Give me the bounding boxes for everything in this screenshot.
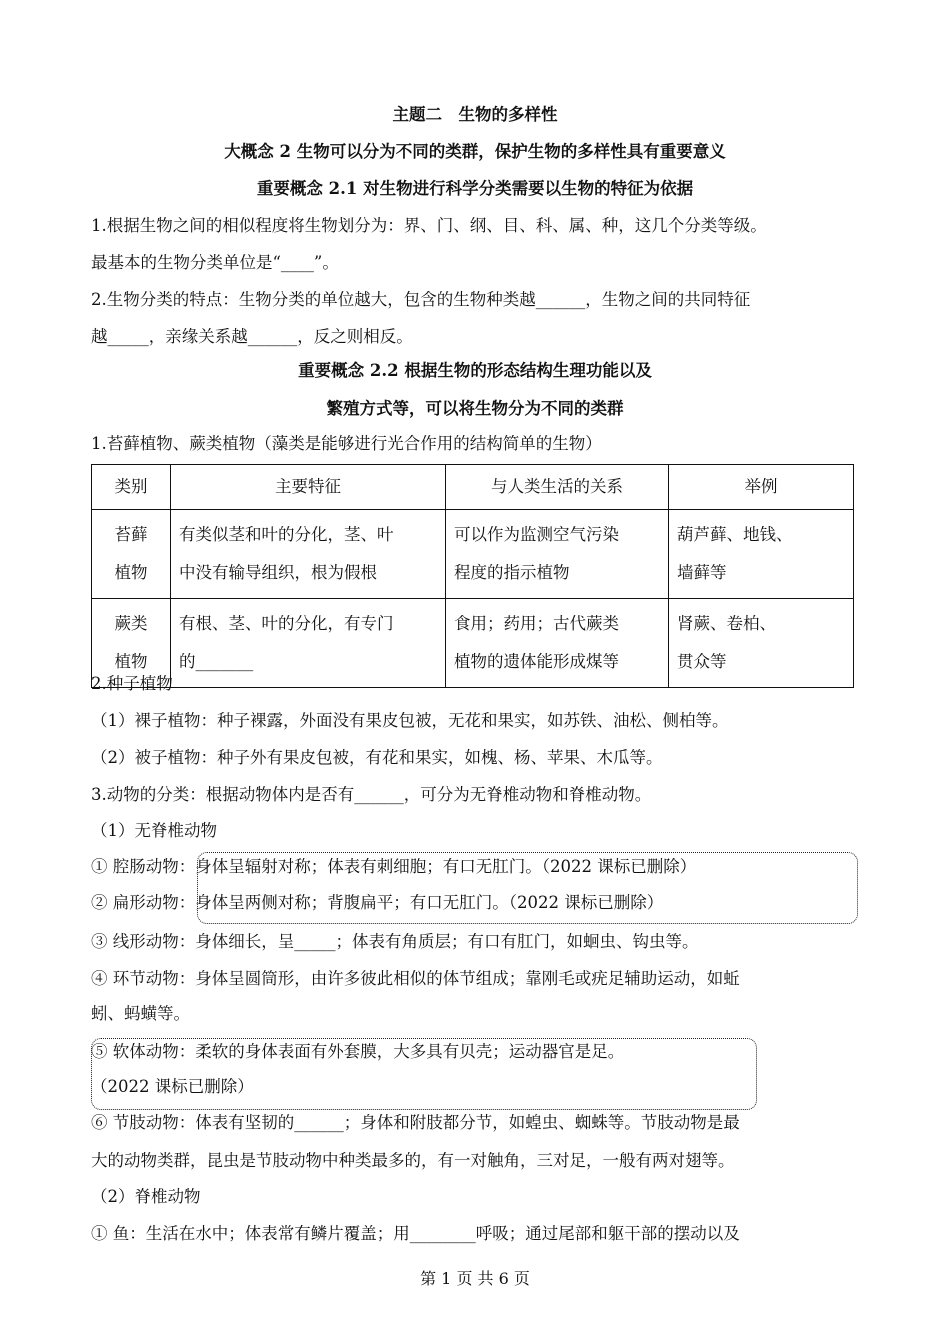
vertebrate-title: （2）脊椎动物	[91, 1187, 201, 1206]
mollusc-line-1: ⑤ 软体动物：柔软的身体表面有外套膜，大多具有贝壳；运动器官是足。	[91, 1042, 625, 1061]
arthropod-line-1: ⑥ 节肢动物：体表有坚韧的______；身体和附肢都分节，如蝗虫、蜘蛛等。节肢动物是最	[91, 1113, 740, 1132]
table-cell-relation	[446, 510, 669, 599]
concept-2-2-heading-line2: 繁殖方式等，可以将生物分为不同的类群	[326, 399, 624, 418]
cell-line: 的_______	[179, 652, 254, 671]
table-header-cell: 主要特征	[171, 465, 446, 510]
cell-line: 植物	[114, 652, 148, 671]
cell-line: 葫芦藓、地钱、	[677, 525, 793, 544]
cell-line: 墙藓等	[677, 563, 727, 582]
angiosperm-line: （2）被子植物：种子外有果皮包被，有花和果实，如槐、杨、苹果、木瓜等。	[91, 748, 663, 767]
big-concept-heading: 大概念 2 生物可以分为不同的类群，保护生物的多样性具有重要意义	[224, 142, 726, 161]
table-header-row	[92, 465, 854, 510]
annelid-line-1: ④ 环节动物：身体呈圆筒形，由许多彼此相似的体节组成；靠刚毛或疣足辅助运动，如蚯	[91, 969, 740, 988]
cell-line: 蕨类	[114, 614, 148, 633]
paragraph-2-1-2b: 越_____，亲缘关系越______，反之则相反。	[91, 327, 413, 346]
table-header-cell: 类别	[92, 465, 171, 510]
cell-line: 有根、茎、叶的分化，有专门	[179, 614, 394, 633]
cell-line: 苔藓	[114, 525, 148, 544]
paragraph-2-1-1a: 1.根据生物之间的相似程度将生物划分为：界、门、纲、目、科、属、种，这几个分类等级。	[91, 216, 767, 235]
table-header-cell: 与人类生活的关系	[446, 465, 669, 510]
cell-line: 植物	[114, 563, 148, 582]
table-header-cell: 举例	[669, 465, 854, 510]
table-row	[92, 510, 854, 599]
table-cell-example	[669, 510, 854, 599]
coelenterate-line: ① 腔肠动物：身体呈辐射对称；体表有刺细胞；有口无肛门。（2022 课标已删除）	[91, 857, 697, 876]
concept-2-2-heading-line1: 重要概念 2.2 根据生物的形态结构生理功能以及	[298, 361, 652, 380]
plant-comparison-table	[91, 464, 854, 688]
cell-line: 贯众等	[677, 652, 727, 671]
gymnosperm-line: （1）裸子植物：种子裸露，外面没有果皮包被，无花和果实，如苏铁、油松、侧柏等。	[91, 711, 729, 730]
arthropod-line-2: 大的动物类群，昆虫是节肢动物中种类最多的，有一对触角，三对足，一般有两对翅等。	[91, 1151, 735, 1170]
concept-2-1-heading: 重要概念 2.1 对生物进行科学分类需要以生物的特征为依据	[256, 179, 694, 198]
page-number-footer: 第 1 页 共 6 页	[420, 1269, 530, 1288]
flatworm-line: ② 扁形动物：身体呈两侧对称；背腹扁平；有口无肛门。（2022 课标已删除）	[91, 893, 664, 912]
annelid-line-2: 蚓、蚂蟥等。	[91, 1004, 190, 1023]
paragraph-2-2-1: 1.苔藓植物、蕨类植物（藻类是能够进行光合作用的结构简单的生物）	[91, 434, 602, 453]
mollusc-line-2: （2022 课标已删除）	[91, 1077, 254, 1096]
invertebrate-title: （1）无脊椎动物	[91, 821, 217, 840]
cell-line: 食用；药用；古代蕨类	[454, 614, 619, 633]
cell-line: 肾蕨、卷柏、	[677, 614, 776, 633]
roundworm-line: ③ 线形动物：身体细长，呈_____；体表有角质层；有口有肛门，如蛔虫、钩虫等。	[91, 932, 699, 951]
paragraph-2-1-2a: 2.生物分类的特点：生物分类的单位越大，包含的生物种类越______，生物之间的共同特征	[91, 290, 751, 309]
cell-line: 程度的指示植物	[454, 563, 570, 582]
table-cell-feature	[171, 510, 446, 599]
paragraph-2-1-1b: 最基本的生物分类单位是“____”。	[91, 253, 339, 272]
table-cell-category	[92, 510, 171, 599]
topic-heading: 主题二 生物的多样性	[392, 105, 558, 124]
cell-line: 可以作为监测空气污染	[454, 525, 619, 544]
cell-line: 植物的遗体能形成煤等	[454, 652, 619, 671]
cell-line: 有类似茎和叶的分化，茎、叶	[179, 525, 394, 544]
seed-plants-title: 2.种子植物	[91, 674, 173, 693]
fish-line: ① 鱼：生活在水中；体表常有鳞片覆盖；用________呼吸；通过尾部和躯干部的摆动以及	[91, 1224, 740, 1243]
animal-classification-line: 3.动物的分类：根据动物体内是否有______，可分为无脊椎动物和脊椎动物。	[91, 785, 652, 804]
cell-line: 中没有输导组织，根为假根	[179, 563, 377, 582]
